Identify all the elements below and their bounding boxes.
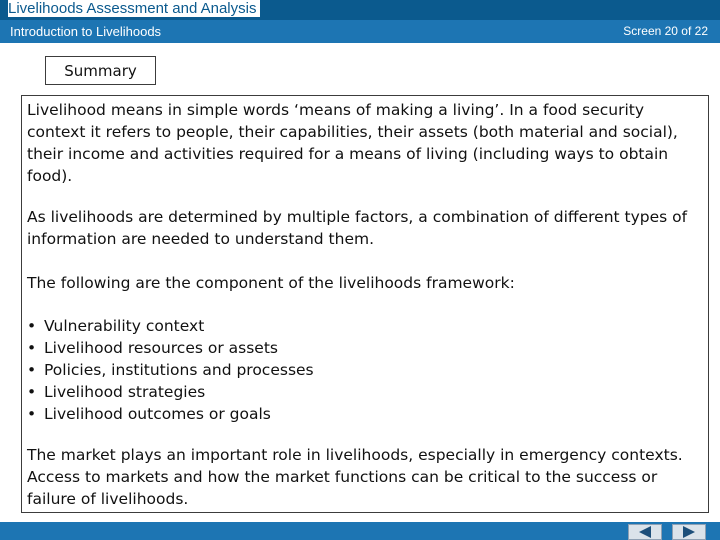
- paragraph-definition: Livelihood means in simple words ‘means of making a living’. In a food security context it refers to people, their capabilities, their assets (both material and social), their income and activities required for a means of living (including ways to obtain food).: [27, 101, 678, 185]
- list-item: [27, 359, 699, 381]
- next-button[interactable]: [672, 524, 706, 540]
- content-frame: [21, 95, 709, 513]
- screen-counter: Screen 20 of 22: [623, 24, 708, 38]
- list-item: [27, 381, 699, 403]
- back-button[interactable]: [628, 524, 662, 540]
- summary-heading: Summary: [64, 61, 137, 80]
- bullet-icon: •: [27, 361, 37, 379]
- list-item: [27, 403, 699, 425]
- bullet-icon: •: [27, 339, 37, 357]
- list-item-text: Livelihood resources or assets: [44, 339, 278, 357]
- list-item: [27, 337, 699, 359]
- list-item-text: Vulnerability context: [44, 317, 205, 335]
- framework-component-list: [27, 315, 699, 425]
- paragraph-factors: As livelihoods are determined by multiple factors, a combination of different types of information are needed to understand them.: [27, 208, 688, 248]
- bottom-bar: [0, 522, 720, 540]
- section-title: Introduction to Livelihoods: [10, 24, 162, 39]
- bullet-icon: •: [27, 317, 37, 335]
- bullet-icon: •: [27, 383, 37, 401]
- triangle-right-icon: [682, 526, 696, 538]
- course-title: Livelihoods Assessment and Analysis: [8, 0, 260, 17]
- triangle-left-icon: [638, 526, 652, 538]
- title-bar: [0, 0, 720, 20]
- list-item-text: Livelihood outcomes or goals: [44, 405, 271, 423]
- paragraph-market: The market plays an important role in livelihoods, especially in emergency contexts. Access to markets and how the market functions can be critical to the success or failure of livelihoods.: [27, 446, 683, 508]
- list-item-text: Livelihood strategies: [44, 383, 206, 401]
- list-item-text: Policies, institutions and processes: [44, 361, 314, 379]
- bullet-icon: •: [27, 405, 37, 423]
- summary-heading-box: [45, 56, 156, 85]
- list-item: [27, 315, 699, 337]
- section-bar: [0, 20, 720, 43]
- paragraph-framework-intro: The following are the component of the livelihoods framework:: [27, 274, 515, 292]
